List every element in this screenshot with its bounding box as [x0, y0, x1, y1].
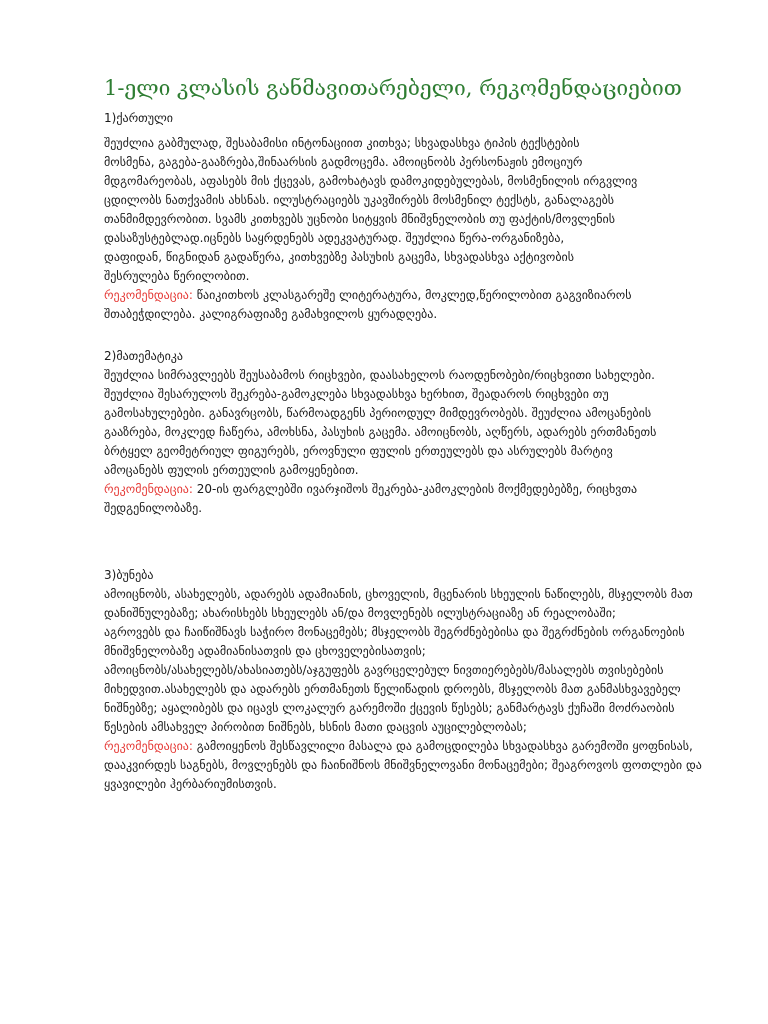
recommendation-text: შთაბეჭდილება. კალიგრაფიაზე გამახვილოს ყურადღება.: [104, 307, 438, 321]
section-math: [104, 347, 724, 518]
section-text-line: დანიშნულებაზე; ახარისხებს სხეულებს ან/და მოვლენებს ილუსტრაციაზე ან რეალობაში;: [104, 606, 616, 620]
section-text-line: გამოსახულებები. განავრცობს, წარმოადგენს პერიოდულ მიმდევრობებს. შეუძლია ამოცანების: [104, 406, 652, 420]
section-text-line: ამოიცნობს/ასახელებს/ახასიათებს/აჯგუფებს გავრცელებულ ნივთიერებებს/მასალებს თვისებების: [104, 663, 664, 677]
document-title: 1-ელი კლასის განმავითარებელი, რეკომენდაციებით: [104, 76, 682, 100]
section-text-line: ამოცანებს ფულის ერთეულის გამოყენებით.: [104, 463, 359, 477]
section-text-line: ბრტყელ გეომეტრიულ ფიგურებს, ეროვნული ფულის ერთეულებს და ასრულებს მარტივ: [104, 444, 613, 458]
section-text-line: წესების ამსახველ პირობით ნიშნებს, ხსნის მათი დაცვის აუცილებლობას;: [104, 720, 527, 734]
recommendation-text: 20-ის ფარგლებში ივარჯიშოს შეკრება-კამოკლების მოქმედებებზე, რიცხვთა: [192, 482, 638, 496]
section-text-line: დასაზუსტებლად.იცნებს საყრდენებს ადეკვატურად. შეუძლია წერა-ორგანიზება,: [104, 231, 565, 245]
recommendation-text: გამოიყენოს შესწავლილი მასალა და გამოცდილება სხვადასხვა გარემოში ყოფნისას,: [192, 739, 693, 753]
recommendation-line: [104, 286, 724, 305]
section-heading: 3)ბუნება: [104, 568, 154, 582]
recommendation-text: დააკვირდეს საგნებს, მოვლენებს და ჩაინიშნოს მნიშვნელოვანი მონაცემები; შეაგროვოს ფოთლები და: [104, 758, 702, 772]
section-text-line: მოსმენა, გაგება-გააზრება,შინაარსის გადმოცემა. ამოიცნობს პერსონაჟის ემოციურ: [104, 155, 583, 169]
section-text-line: დაფიდან, წიგნიდან გადაწერა, კითხვებზე პასუხის გაცემა, სხვადასხვა აქტივობის: [104, 250, 575, 264]
section-text-line: მიხედვით.ასახელებს და ადარებს ერთმანეთს წელიწადის დროებს, მსჯელობს მათ განმასხვავებელ: [104, 682, 681, 696]
section-text-line: შეუძლია სიმრავლეებს შეუსაბამოს რიცხვები, დაასახელოს რაოდენობები/რიცხვითი სახელები.: [104, 368, 655, 382]
section-text-line: აგროვებს და ჩაიწიშნავს საჭირო მონაცემებს; მსჯელობს შეგრძნებებისა და შეგრძნების ორგანოების: [104, 625, 685, 639]
section-text-line: შეუძლია გაბმულად, შესაბამისი ინტონაციით კითხვა; სხვადასხვა ტიპის ტექსტების: [104, 136, 580, 150]
section-text-line: ნიშნებზე; აყალიბებს და იცავს ლოკალურ გარემოში ქცევის წესებს; განმარტავს ქუჩაში მოძრაობის: [104, 701, 675, 715]
section-text-line: თანმიმდევრობით. სვამს კითხვებს უცნობი სიტყვის მნიშვნელობის თუ ფაქტის/მოვლენის: [104, 212, 615, 226]
recommendation-text: ყვავილები ჰერბარიუმისთვის.: [104, 777, 277, 791]
section-heading: 1)ქართული: [104, 111, 173, 125]
section-text-line: შეუძლია შესარულოს შეკრება-გამოკლება სხვადასხვა ხერხით, შეადაროს რიცხვები თუ: [104, 387, 609, 401]
recommendation-label: რეკომენდაცია:: [104, 288, 193, 302]
section-text-line: ამოიცნობს, ასახელებს, ადარებს ადამიანის, ცხოველის, მცენარის სხეულის ნაწილებს, მსჯელობს მათ: [104, 587, 693, 601]
recommendation-text: შედგენილობაზე.: [104, 501, 203, 515]
section-heading: 2)მათემატიკა: [104, 349, 184, 363]
section-text-line: ცდილობს ნათქვამის ახსნას. ილუსტრაციებს უკავშირებს მოსმენილ ტექსტს, განალაგებს: [104, 193, 615, 207]
recommendation-label: რეკომენდაცია:: [104, 739, 193, 753]
section-text-line: გააზრება, მოკლედ ჩაწერა, ამოხსნა, პასუხის გაცემა. ამოიცნობს, აღწერს, ადარებს ერთმანეთს: [104, 425, 657, 439]
recommendation-label: რეკომენდაცია:: [104, 482, 193, 496]
section-georgian: [104, 109, 724, 324]
recommendation-line: [104, 480, 724, 499]
section-text-line: მდგომარეობას, აფასებს მის ქცევას, გამოხატავს დამოკიდებულებას, მოსმენილის ირგვლივ: [104, 174, 638, 188]
section-nature: [104, 566, 724, 794]
recommendation-line: [104, 737, 724, 756]
recommendation-text: წაიკითხოს კლასგარეშე ლიტერატურა, მოკლედ,წერილობით გაგვიზიაროს: [192, 288, 632, 302]
section-text-line: შესრულება წერილობით.: [104, 269, 250, 283]
section-text-line: მნიშვნელობაზე ადამიანისათვის და ცხოველებისათვის;: [104, 644, 426, 658]
